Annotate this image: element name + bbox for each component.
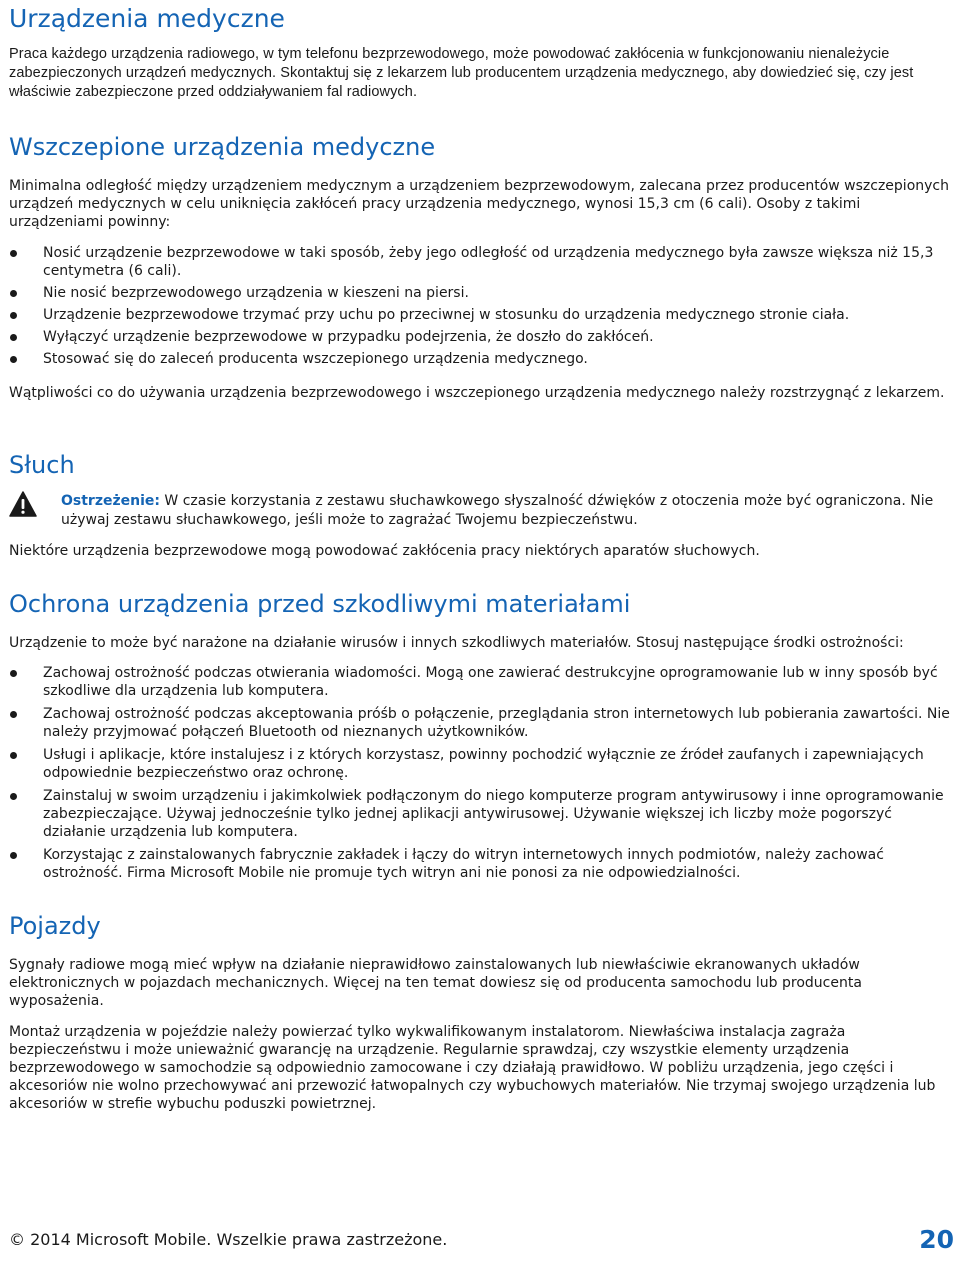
heading-medical-devices: Urządzenia medyczne <box>9 4 285 33</box>
paragraph-medical-devices: Praca każdego urządzenia radiowego, w tym telefonu bezprzewodowego, może powodować zakłócenia w funkcjonowaniu nienależycie zabezpieczonych urządzeń medycznych. Skontaktuj się z lekarzem lub producentem urządzenia medycznego, aby dowiedzieć się, czy jest właściwie zabezpieczone przed oddziaływaniem fal radiowych. <box>9 46 914 100</box>
list-item: Zachowaj ostrożność podczas akceptowania próśb o połączenie, przeglądania stron internetowych lub pobierania zawartości. Nie należy przyjmować połączeń Bluetooth od nieznanych użytkowników. <box>9 705 957 741</box>
heading-hearing: Słuch <box>9 451 75 479</box>
heading-implanted-devices: Wszczepione urządzenia medyczne <box>9 133 436 161</box>
warning-text: W czasie korzystania z zestawu słuchawkowego słyszalność dźwięków z otoczenia może być ograniczona. Nie używaj zestawu słuchawkowego, jeśli może to zagrażać Twojemu bezpieczeństwu. <box>61 493 934 528</box>
list-item: Usługi i aplikacje, które instalujesz i z których korzystasz, powinny pochodzić wyłącznie ze źródeł zaufanych i zapewniających odpowiednie bezpieczeństwo oraz ochronę. <box>9 746 957 782</box>
heading-vehicles: Pojazdy <box>9 912 101 940</box>
paragraph-protection: Urządzenie to może być narażone na działanie wirusów i innych szkodliwych materiałów. Stosuj następujące środki ostrożności: <box>9 635 904 651</box>
hearing-warning <box>61 492 957 530</box>
protection-bullet-list <box>9 664 957 882</box>
warning-label: Ostrzeżenie: <box>61 493 160 509</box>
paragraph-hearing: Niektóre urządzenia bezprzewodowe mogą powodować zakłócenia pracy niektórych aparatów słuchowych. <box>9 543 760 559</box>
paragraph-vehicles-1: Sygnały radiowe mogą mieć wpływ na działanie nieprawidłowo zainstalowanych lub niewłaściwie ekranowanych układów elektronicznych w pojazdach mechanicznych. Więcej na ten temat dowiesz się od producenta samochodu lub producenta wyposażenia. <box>9 957 862 1009</box>
implanted-bullet-list <box>9 244 957 368</box>
list-item: Wyłączyć urządzenie bezprzewodowe w przypadku podejrzenia, że doszło do zakłóceń. <box>9 328 957 346</box>
list-item: Zachowaj ostrożność podczas otwierania wiadomości. Mogą one zawierać destrukcyjne oprogramowanie lub w inny sposób być szkodliwe dla urządzenia lub komputera. <box>9 664 957 700</box>
paragraph-implanted-closing: Wątpliwości co do używania urządzenia bezprzewodowego i wszczepionego urządzenia medycznego należy rozstrzygnąć z lekarzem. <box>9 385 945 401</box>
warning-triangle-icon <box>9 491 37 517</box>
page-number: 20 <box>919 1225 954 1254</box>
paragraph-vehicles-2: Montaż urządzenia w pojeździe należy powierzać tylko wykwalifikowanym instalatorom. Niewłaściwa instalacja zagraża bezpieczeństwu i może unieważnić gwarancję na urządzenie. Regularnie sprawdzaj, czy wszystkie elementy urządzenia bezprzewodowego w samochodzie są odpowiednio zamocowane i czy działają prawidłowo. W pobliżu urządzenia, jego części i akcesoriów nie wolno przechowywać ani przewozić łatwopalnych czy wybuchowych materiałów. Nie trzymaj swojego urządzenia lub akcesoriów w strefie wybuchu poduszki powietrznej. <box>9 1024 936 1112</box>
list-item: Nosić urządzenie bezprzewodowe w taki sposób, żeby jego odległość od urządzenia medycznego była zawsze większa niż 15,3 centymetra (6 cali). <box>9 244 957 280</box>
heading-protection: Ochrona urządzenia przed szkodliwymi materiałami <box>9 590 631 618</box>
footer-copyright: © 2014 Microsoft Mobile. Wszelkie prawa zastrzeżone. <box>9 1230 448 1249</box>
list-item: Nie nosić bezprzewodowego urządzenia w kieszeni na piersi. <box>9 284 957 302</box>
list-item: Korzystając z zainstalowanych fabrycznie zakładek i łączy do witryn internetowych innych podmiotów, należy zachować ostrożność. Firma Microsoft Mobile nie promuje tych witryn ani nie ponosi za nie odpowiedzialności. <box>9 846 957 882</box>
paragraph-implanted-devices: Minimalna odległość między urządzeniem medycznym a urządzeniem bezprzewodowym, zalecana przez producentów wszczepionych urządzeń medycznych w celu uniknięcia zakłóceń pracy urządzenia medycznego, wynosi 15,3 cm (6 cali). Osoby z takimi urządzeniami powinny: <box>9 178 949 230</box>
list-item: Urządzenie bezprzewodowe trzymać przy uchu po przeciwnej w stosunku do urządzenia medycznego stronie ciała. <box>9 306 957 324</box>
list-item: Stosować się do zaleceń producenta wszczepionego urządzenia medycznego. <box>9 350 957 368</box>
list-item: Zainstaluj w swoim urządzeniu i jakimkolwiek podłączonym do niego komputerze program antywirusowy i inne oprogramowanie zabezpieczające. Używaj jednocześnie tylko jednej aplikacji antywirusowej. Używanie większej ich liczby może pogorszyć działanie urządzenia lub komputera. <box>9 787 957 841</box>
